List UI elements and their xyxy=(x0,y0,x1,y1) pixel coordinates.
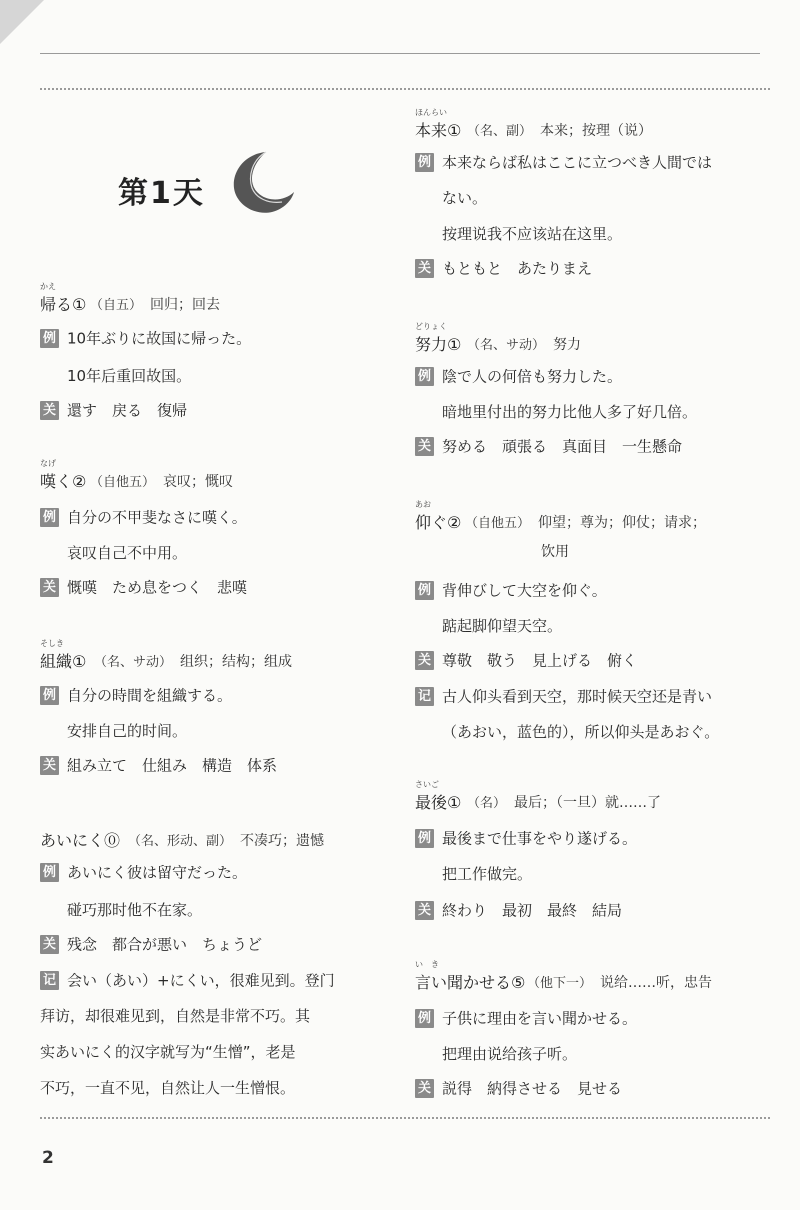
furigana: あお xyxy=(415,500,431,509)
note-text: 会い（あい）+にくい，很难见到。登门 xyxy=(67,971,335,990)
note-continuation: 实あいにく的汉字就写为“生憎”，老是 xyxy=(40,1043,296,1061)
entry-head xyxy=(415,960,760,998)
note-continuation: 拜访，却很难见到，自然是非常不巧。其 xyxy=(40,1007,311,1025)
meaning: 努力 xyxy=(553,337,582,353)
example-badge: 例 xyxy=(40,863,59,882)
headword: い き 言い聞かせる⑤ xyxy=(415,960,526,992)
part-of-speech: （名） xyxy=(467,796,507,811)
related-badge: 关 xyxy=(40,578,59,597)
vocab-entry xyxy=(415,108,760,278)
related-text: 終わり 最初 最終 結局 xyxy=(442,901,623,920)
example-line xyxy=(415,580,607,601)
day-title: 第1天 xyxy=(118,176,205,211)
example-badge: 例 xyxy=(415,581,434,600)
related-text: 還す 戻る 復帰 xyxy=(67,401,188,420)
bottom-dotted-rule xyxy=(40,1117,770,1119)
vocab-entry xyxy=(40,282,385,420)
entry-info xyxy=(90,294,220,314)
example-badge: 例 xyxy=(415,1009,434,1028)
part-of-speech: （名、形动、副） xyxy=(128,834,233,849)
furigana: ほんらい xyxy=(415,108,447,117)
headword: あいにく⓪ xyxy=(40,831,121,850)
example-text: 自分の不甲斐なさに嘆く。 xyxy=(67,508,247,527)
example-line xyxy=(415,828,637,849)
headword: なげ 嘆く② xyxy=(40,459,87,491)
headword: どりょく 努力① xyxy=(415,322,462,354)
entry-head xyxy=(40,459,385,497)
related-badge: 关 xyxy=(415,1079,434,1098)
translation-line: 10年后重回故国。 xyxy=(67,367,192,385)
example-text: 子供に理由を言い聞かせる。 xyxy=(442,1009,638,1028)
headword: あお 仰ぐ② xyxy=(415,500,462,532)
entry-info xyxy=(128,830,324,850)
part-of-speech: （名、副） xyxy=(467,124,533,139)
related-text: 努める 頑張る 真面目 一生懸命 xyxy=(442,437,683,456)
example-text: 背伸びして大空を仰ぐ。 xyxy=(442,581,607,600)
meaning: 组织；结构；组成 xyxy=(180,654,293,670)
top-dotted-rule xyxy=(40,88,770,90)
related-line xyxy=(40,577,247,598)
meaning: 回归；回去 xyxy=(150,297,221,313)
example-line xyxy=(415,366,622,387)
part-of-speech: （自他五） xyxy=(465,516,531,531)
translation-line: 把理由说给孩子听。 xyxy=(442,1045,578,1063)
related-line xyxy=(40,400,187,421)
entry-info xyxy=(90,471,233,491)
related-text: 組み立て 仕組み 構造 体系 xyxy=(67,756,278,775)
headword: そしき 組織① xyxy=(40,639,87,671)
entry-head xyxy=(415,108,760,146)
example-badge: 例 xyxy=(415,153,434,172)
meaning: 说给……听，忠告 xyxy=(600,975,713,991)
entry-head xyxy=(415,500,760,538)
vocab-entry xyxy=(40,639,385,775)
related-badge: 关 xyxy=(415,259,434,278)
related-text: 尊敬 敬う 見上げる 俯く xyxy=(442,651,638,670)
related-text: 残念 都合が悪い ちょうど xyxy=(67,935,263,954)
vocab-entry xyxy=(415,322,760,456)
meaning: 最后；（一旦）就……了 xyxy=(514,795,662,811)
example-badge: 例 xyxy=(415,367,434,386)
note-continuation: （あおい，蓝色的），所以仰头是あおぐ。 xyxy=(442,723,720,741)
related-badge: 关 xyxy=(40,935,59,954)
related-badge: 关 xyxy=(40,401,59,420)
example-line xyxy=(415,152,712,173)
vocab-entry xyxy=(415,500,760,741)
example-line xyxy=(40,328,251,349)
headword: かえ 帰る① xyxy=(40,282,87,314)
translation-line: 踮起脚仰望天空。 xyxy=(442,617,563,635)
part-of-speech: （自五） xyxy=(90,298,143,313)
meaning-continuation: 饮用 xyxy=(541,544,569,560)
vocab-entry xyxy=(40,459,385,597)
page-number: 2 xyxy=(42,1148,54,1168)
note-text: 古人仰头看到天空，那时候天空还是青い xyxy=(442,687,713,706)
part-of-speech: （名、サ动） xyxy=(467,338,546,353)
furigana: さいご xyxy=(415,780,439,789)
entry-info xyxy=(467,792,661,812)
part-of-speech: （名、サ动） xyxy=(94,655,173,670)
translation-line: 碰巧那时他不在家。 xyxy=(67,901,203,919)
translation-line: 哀叹自己不中用。 xyxy=(67,544,188,562)
entry-info xyxy=(94,651,292,671)
header-rule xyxy=(40,53,760,54)
furigana: なげ xyxy=(40,459,56,468)
example-text: あいにく彼は留守だった。 xyxy=(67,863,248,882)
example-badge: 例 xyxy=(40,686,59,705)
vocab-entry xyxy=(415,960,760,1098)
entry-head xyxy=(40,639,385,677)
note-continuation: 不巧，一直不见，自然让人一生憎恨。 xyxy=(40,1079,296,1097)
entry-info xyxy=(527,972,712,992)
page-corner-fold xyxy=(0,0,44,44)
vocab-entry xyxy=(40,826,385,1097)
related-badge: 关 xyxy=(40,756,59,775)
related-text: 説得 納得させる 見せる xyxy=(442,1079,623,1098)
furigana: い き xyxy=(415,960,439,969)
meaning: 本来；按理（说） xyxy=(540,123,653,139)
crescent-moon-icon xyxy=(226,146,298,218)
headword: さいご 最後① xyxy=(415,780,462,812)
part-of-speech: （他下一） xyxy=(527,976,593,991)
example-badge: 例 xyxy=(40,329,59,348)
example-text: 自分の時間を組織する。 xyxy=(67,686,233,705)
related-line xyxy=(415,258,592,279)
note-badge: 记 xyxy=(40,971,59,990)
entry-head xyxy=(415,322,760,360)
note-badge: 记 xyxy=(415,687,434,706)
example-line xyxy=(40,507,247,528)
part-of-speech: （自他五） xyxy=(90,475,156,490)
example-text: 10年ぶりに故国に帰った。 xyxy=(67,329,252,348)
meaning: 仰望；尊为；仰仗；请求； xyxy=(538,515,707,531)
related-badge: 关 xyxy=(415,651,434,670)
entry-info xyxy=(467,334,581,354)
example-line xyxy=(40,862,247,883)
related-badge: 关 xyxy=(415,901,434,920)
related-line xyxy=(415,900,622,921)
example-line xyxy=(40,685,232,706)
furigana: どりょく xyxy=(415,322,447,331)
meaning: 哀叹；慨叹 xyxy=(163,474,234,490)
related-line xyxy=(40,755,277,776)
example-text: 本来ならば私はここに立つべき人間では xyxy=(442,153,713,172)
entry-info xyxy=(465,512,706,532)
example-continuation: ない。 xyxy=(442,189,488,207)
related-line xyxy=(40,934,262,955)
entry-head xyxy=(415,780,760,818)
example-badge: 例 xyxy=(415,829,434,848)
entry-head xyxy=(40,282,385,320)
translation-line: 按理说我不应该站在这里。 xyxy=(442,225,623,243)
note-line xyxy=(415,686,712,707)
furigana: かえ xyxy=(40,282,56,291)
example-text: 最後まで仕事をやり遂げる。 xyxy=(442,829,638,848)
related-line xyxy=(415,1078,622,1099)
related-line xyxy=(415,650,637,671)
meaning: 不凑巧；遗憾 xyxy=(240,833,325,849)
furigana: そしき xyxy=(40,639,64,648)
related-text: 慨嘆 ため息をつく 悲嘆 xyxy=(67,578,248,597)
related-badge: 关 xyxy=(415,437,434,456)
headword: ほんらい 本来① xyxy=(415,108,462,140)
vocab-entry xyxy=(415,780,760,920)
note-line xyxy=(40,970,335,991)
entry-head xyxy=(40,826,385,856)
translation-line: 暗地里付出的努力比他人多了好几倍。 xyxy=(442,403,698,421)
translation-line: 安排自己的时间。 xyxy=(67,722,188,740)
example-text: 陰で人の何倍も努力した。 xyxy=(442,367,623,386)
entry-info xyxy=(467,120,652,140)
translation-line: 把工作做完。 xyxy=(442,865,533,883)
example-badge: 例 xyxy=(40,508,59,527)
example-line xyxy=(415,1008,637,1029)
related-text: もともと あたりまえ xyxy=(442,259,593,278)
related-line xyxy=(415,436,682,457)
